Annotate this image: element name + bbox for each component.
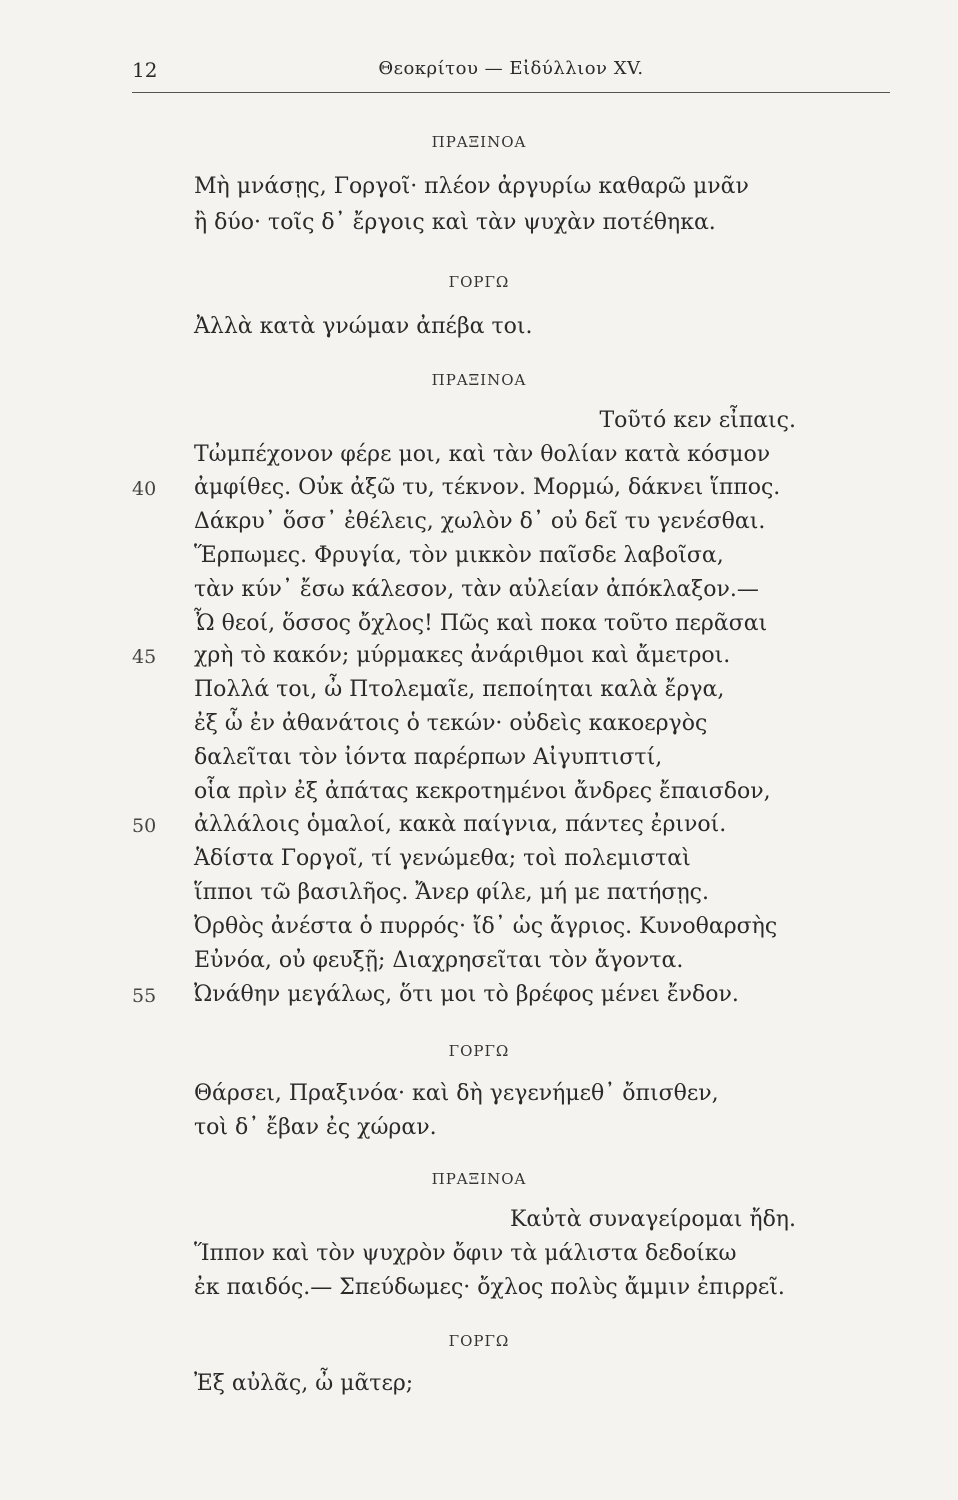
verse-line: Ἵππον καὶ τὸν ψυχρὸν ὄφιν τὰ μάλιστα δεδοίκω — [194, 1241, 737, 1266]
speaker-gorgo: ΓΟΡΓΩ — [448, 1332, 510, 1350]
verse-line: Εὐνόα, οὐ φευξῇ; Διαχρησεῖται τὸν ἄγοντα. — [194, 948, 684, 973]
verse-line: οἷα πρὶν ἐξ ἀπάτας κεκροτημένοι ἄνδρες ἔπαισδον, — [194, 779, 771, 804]
verse-line: δαλεῖται τὸν ἰόντα παρέρπων Αἰγυπτιστί, — [194, 745, 663, 770]
verse-line: τὰν κύν᾽ ἔσω κάλεσον, τὰν αὐλείαν ἀπόκλαξον.— — [194, 577, 759, 602]
verse-line: Θάρσει, Πραξινόα· καὶ δὴ γεγενήμεθ᾽ ὄπισθεν, — [194, 1081, 719, 1106]
speaker-gorgo: ΓΟΡΓΩ — [448, 1042, 510, 1060]
verse-line: ἢ δύο· τοῖς δ᾽ ἔργοις καὶ τὰν ψυχὰν ποτέθηκα. — [194, 210, 716, 235]
verse-line: Δάκρυ᾽ ὅσσ᾽ ἐθέλεις, χωλὸν δ᾽ οὐ δεῖ τυ γενέσθαι. — [194, 509, 766, 534]
verse-line: Καὐτὰ συναγείρομαι ἤδη. — [509, 1207, 796, 1232]
verse-line: Ὦ θεοί, ὅσσος ὄχλος! Πῶς καὶ ποκα τοῦτο περᾶσαι — [194, 611, 768, 636]
verse-line: Ἕρπωμες. Φρυγία, τὸν μικκὸν παῖσδε λαβοῖσα, — [194, 543, 724, 568]
speaker-praxinoa: ΠΡΑΞΙΝΟΑ — [431, 1170, 527, 1188]
verse-line: Μὴ μνάσῃς, Γοργοῖ· πλέον ἀργυρίω καθαρῶ μνᾶν — [194, 174, 749, 199]
verse-line: Τοῦτό κεν εἶπαις. — [599, 408, 796, 433]
header-rule — [132, 92, 890, 93]
speaker-praxinoa: ΠΡΑΞΙΝΟΑ — [431, 371, 527, 389]
verse-line: Πολλά τοι, ὦ Πτολεμαῖε, πεποίηται καλὰ ἔργα, — [194, 677, 725, 702]
verse-line: ἀμφίθες. Οὐκ ἀξῶ τυ, τέκνον. Μορμώ, δάκνει ἵππος. — [194, 475, 781, 500]
page-number: 12 — [132, 58, 158, 82]
running-title: Θεοκρίτου — Εἰδύλλιον XV. — [378, 58, 644, 79]
page-header — [132, 58, 890, 90]
line-number: 45 — [132, 646, 157, 668]
line-number: 40 — [132, 478, 157, 500]
verse-line: Τὠμπέχονον φέρε μοι, καὶ τὰν θολίαν κατὰ κόσμον — [194, 442, 771, 467]
speaker-gorgo: ΓΟΡΓΩ — [448, 273, 510, 291]
verse-line: Ἀλλὰ κατὰ γνώμαν ἀπέβα τοι. — [194, 314, 533, 339]
line-number: 55 — [132, 985, 157, 1007]
line-number: 50 — [132, 815, 157, 837]
verse-line: χρὴ τὸ κακόν; μύρμακες ἀνάριθμοι καὶ ἄμετροι. — [194, 643, 731, 668]
verse-line: Ἐξ αὐλᾶς, ὦ μᾶτερ; — [194, 1371, 414, 1396]
verse-line: ἵπποι τῶ βασιλῆος. Ἄνερ φίλε, μή με πατήσῃς. — [194, 880, 709, 905]
verse-line: ἐξ ὧ ἐν ἀθανάτοις ὁ τεκών· οὐδεὶς κακοεργὸς — [194, 711, 708, 736]
verse-line: Ὀρθὸς ἀνέστα ὁ πυρρός· ἴδ᾽ ὡς ἄγριος. Κυνοθαρσὴς — [194, 914, 778, 939]
verse-line: Ὠνάθην μεγάλως, ὅτι μοι τὸ βρέφος μένει ἔνδον. — [194, 982, 739, 1007]
verse-line: ἀλλάλοις ὁμαλοί, κακὰ παίγνια, πάντες ἐρινοί. — [194, 812, 727, 837]
verse-line: ἐκ παιδός.— Σπεύδωμες· ὄχλος πολὺς ἄμμιν ἐπιρρεῖ. — [194, 1275, 785, 1300]
speaker-praxinoa: ΠΡΑΞΙΝΟΑ — [431, 133, 527, 151]
verse-line: Ἁδίστα Γοργοῖ, τί γενώμεθα; τοὶ πολεμισταὶ — [194, 846, 691, 871]
verse-line: τοὶ δ᾽ ἔβαν ἐς χώραν. — [194, 1115, 437, 1140]
